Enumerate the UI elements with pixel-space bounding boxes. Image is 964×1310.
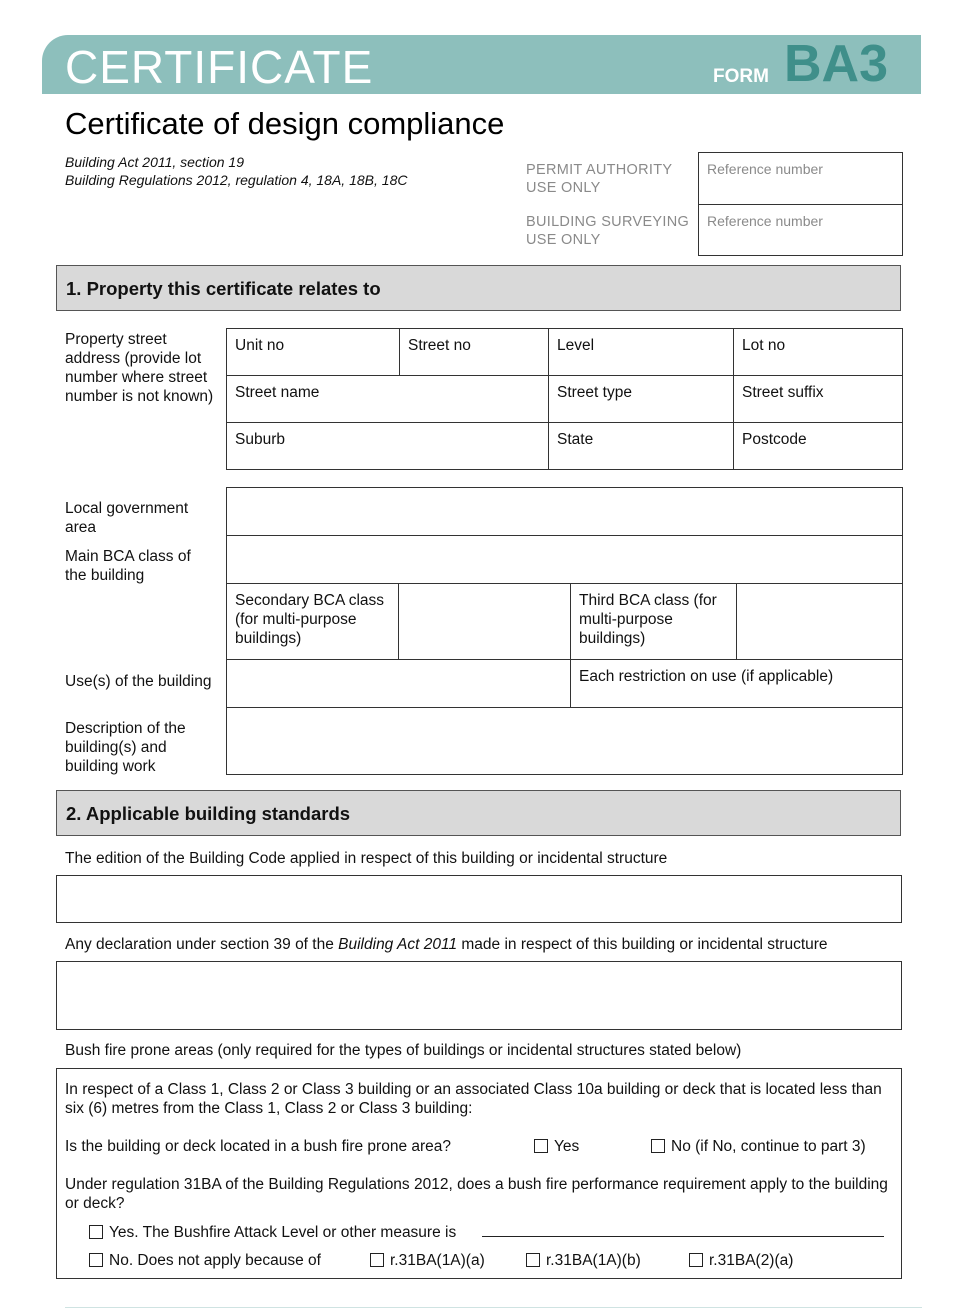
act-line-1: Building Act 2011, section 19 <box>65 154 245 170</box>
lga-label: Local government area <box>65 500 189 536</box>
checkbox-icon[interactable] <box>689 1253 703 1267</box>
level-field[interactable]: Level <box>549 329 734 376</box>
checkbox-icon[interactable] <box>651 1139 665 1153</box>
class-description: In respect of a Class 1, Class 2 or Class 3 building or an associated Class 10a building or deck that is located less than six (6) metres from the Class 1, Class 2 or Class 3 building: <box>65 1081 882 1117</box>
lot-no-field[interactable]: Lot no <box>734 329 903 376</box>
postcode-field[interactable]: Postcode <box>734 423 903 470</box>
prone-yes-label: Yes <box>554 1138 580 1155</box>
regulation-question: Under regulation 31BA of the Building Regulations 2012, does a bush fire performance requirement apply to the building or deck? <box>65 1176 888 1212</box>
permit-authority-text: PERMIT AUTHORITY <box>526 162 673 178</box>
prone-no-label: No (if No, continue to part 3) <box>671 1138 866 1155</box>
bal-yes-option[interactable] <box>89 1223 456 1242</box>
reg-option-2-a[interactable] <box>689 1251 793 1270</box>
reg-option-1a-b[interactable] <box>526 1251 641 1270</box>
street-suffix-field[interactable]: Street suffix <box>734 376 903 423</box>
permit-authority-label <box>526 161 672 197</box>
property-address-table <box>226 328 903 470</box>
street-type-field[interactable]: Street type <box>549 376 734 423</box>
permit-reference-field[interactable]: Reference number <box>707 161 823 177</box>
reference-number-box <box>698 152 903 256</box>
street-no-field[interactable]: Street no <box>400 329 549 376</box>
legislation-reference <box>65 153 407 189</box>
secondary-bca-field[interactable] <box>399 584 571 660</box>
edition-field[interactable] <box>56 875 902 923</box>
description-field[interactable] <box>227 708 903 775</box>
declaration-act-name: Building Act 2011 <box>338 936 458 953</box>
checkbox-icon[interactable] <box>534 1139 548 1153</box>
footer-rule <box>65 1307 922 1308</box>
prone-no-option[interactable] <box>651 1137 866 1156</box>
declaration-label <box>65 935 828 954</box>
restriction-field[interactable]: Each restriction on use (if applicable) <box>571 660 903 708</box>
reg-option-label: r.31BA(1A)(b) <box>546 1252 641 1269</box>
declaration-text-after: made in respect of this building or incidental structure <box>457 936 828 953</box>
suburb-field[interactable]: Suburb <box>227 423 549 470</box>
form-code: BA3 <box>784 35 889 93</box>
not-apply-label: No. Does not apply because of <box>109 1252 321 1269</box>
reg-option-1a-a[interactable] <box>370 1251 485 1270</box>
reg-option-label: r.31BA(1A)(a) <box>390 1252 485 1269</box>
act-line-2: Building Regulations 2012, regulation 4, 18A, 18B, 18C <box>65 172 408 188</box>
building-surveying-label <box>526 213 689 249</box>
checkbox-icon[interactable] <box>89 1225 103 1239</box>
building-surveying-text: BUILDING SURVEYING <box>526 214 690 230</box>
declaration-text-before: Any declaration under section 39 of the <box>65 936 339 953</box>
secondary-bca-label: Secondary BCA class (for multi-purpose buildings) <box>227 584 399 660</box>
main-bca-field[interactable] <box>227 536 903 584</box>
bal-measure-input[interactable] <box>482 1236 884 1237</box>
third-bca-field[interactable] <box>737 584 903 660</box>
street-name-field[interactable]: Street name <box>227 376 549 423</box>
checkbox-icon[interactable] <box>370 1253 384 1267</box>
bushfire-prone-question: Is the building or deck located in a bush fire prone area? <box>65 1138 452 1155</box>
section-2-heading: 2. Applicable building standards <box>56 790 901 836</box>
uses-label: Use(s) of the building <box>65 673 212 690</box>
section-1-heading: 1. Property this certificate relates to <box>56 265 901 311</box>
unit-no-field[interactable]: Unit no <box>227 329 400 376</box>
uses-field[interactable] <box>227 660 571 708</box>
edition-label: The edition of the Building Code applied in respect of this building or incidental structure <box>65 850 668 867</box>
form-label: FORM <box>713 66 769 87</box>
banner-title: CERTIFICATE <box>65 41 374 93</box>
prone-yes-option[interactable] <box>534 1137 579 1156</box>
checkbox-icon[interactable] <box>89 1253 103 1267</box>
state-field[interactable]: State <box>549 423 734 470</box>
bal-yes-label: Yes. The Bushfire Attack Level or other measure is <box>109 1224 457 1241</box>
main-bca-label: Main BCA class of the building <box>65 548 191 584</box>
reg-option-label: r.31BA(2)(a) <box>709 1252 794 1269</box>
lga-field[interactable] <box>227 488 903 536</box>
document-title: Certificate of design compliance <box>65 106 505 141</box>
declaration-field[interactable] <box>56 961 902 1030</box>
surveying-use-only-text: USE ONLY <box>526 232 601 248</box>
bushfire-intro: Bush fire prone areas (only required for the types of buildings or incidental structures stated below) <box>65 1042 742 1059</box>
checkbox-icon[interactable] <box>526 1253 540 1267</box>
third-bca-label: Third BCA class (for multi-purpose buildings) <box>571 584 737 660</box>
permit-use-only-text: USE ONLY <box>526 180 601 196</box>
description-label: Description of the building(s) and building work <box>65 720 186 775</box>
building-details-table <box>226 487 903 775</box>
surveying-reference-field[interactable]: Reference number <box>699 204 902 255</box>
property-address-label: Property street address (provide lot number where street number is not known) <box>65 331 214 405</box>
not-apply-option[interactable] <box>89 1251 321 1270</box>
